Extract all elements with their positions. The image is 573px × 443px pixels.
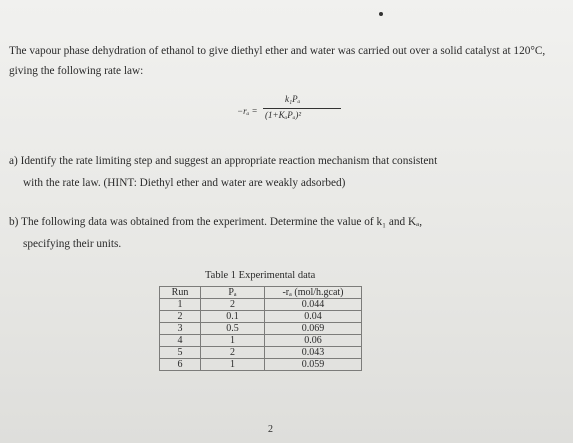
- cell-pressure: 0.1: [201, 311, 265, 323]
- table-caption: Table 1 Experimental data: [205, 270, 316, 281]
- header-run: Run: [160, 287, 201, 299]
- cell-rate: 0.069: [265, 323, 362, 335]
- table-row: [160, 359, 362, 371]
- cell-run: 1: [160, 299, 201, 311]
- cell-pressure: 1: [201, 335, 265, 347]
- equation-lhs: −rₐ =: [237, 106, 258, 116]
- header-pressure: Pₐ: [201, 287, 265, 299]
- cell-rate: 0.04: [265, 311, 362, 323]
- rate-law-equation: [237, 92, 377, 132]
- table-row: [160, 323, 362, 335]
- equation-denominator: (1+KₐPₐ)²: [265, 110, 302, 120]
- intro-paragraph: The vapour phase dehydration of ethanol to give diethyl ether and water was carried out over a solid catalyst at 120°C, giving the following rate law:: [9, 45, 546, 77]
- cell-run: 2: [160, 311, 201, 323]
- table-row: [160, 311, 362, 323]
- experimental-data-table: [159, 286, 362, 371]
- cell-run: 4: [160, 335, 201, 347]
- cell-pressure: 0.5: [201, 323, 265, 335]
- cell-run: 3: [160, 323, 201, 335]
- speck-mark: [379, 12, 383, 16]
- cell-run: 6: [160, 359, 201, 371]
- cell-rate: 0.044: [265, 299, 362, 311]
- cell-pressure: 2: [201, 299, 265, 311]
- question-a-label: a): [9, 155, 18, 167]
- question-a: [9, 150, 564, 194]
- table-header-row: [160, 287, 362, 299]
- question-b-label: b): [9, 216, 19, 228]
- question-b: [9, 211, 564, 255]
- question-b-text: The following data was obtained from the experiment. Determine the value of k₁ and Kₐ,: [21, 216, 423, 228]
- cell-rate: 0.059: [265, 359, 362, 371]
- header-rate: -rₐ (mol/h.gcat): [265, 287, 362, 299]
- cell-pressure: 2: [201, 347, 265, 359]
- table-row: [160, 335, 362, 347]
- page-number: 2: [268, 424, 273, 435]
- table-row: [160, 299, 362, 311]
- cell-rate: 0.043: [265, 347, 362, 359]
- cell-rate: 0.06: [265, 335, 362, 347]
- question-b-continuation: specifying their units.: [23, 238, 122, 250]
- table-row: [160, 347, 362, 359]
- question-a-continuation: with the rate law. (HINT: Diethyl ether and water are weakly adsorbed): [23, 177, 346, 189]
- fraction-bar: [263, 108, 341, 109]
- cell-pressure: 1: [201, 359, 265, 371]
- question-a-text: Identify the rate limiting step and suggest an appropriate reaction mechanism that consistent: [20, 155, 438, 167]
- equation-numerator: k₁Pₐ: [285, 94, 301, 104]
- cell-run: 5: [160, 347, 201, 359]
